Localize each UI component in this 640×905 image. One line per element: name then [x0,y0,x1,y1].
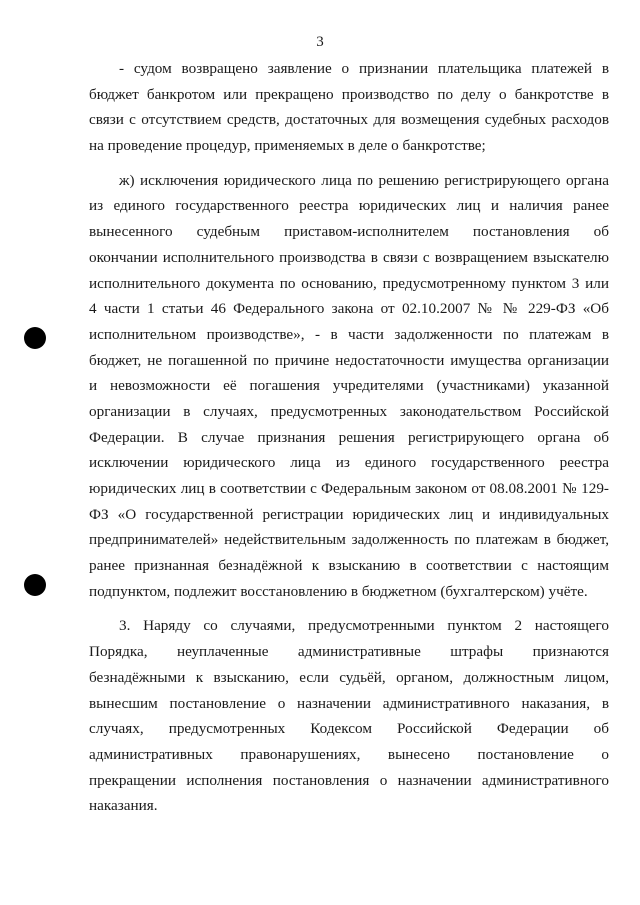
text-line: связи с отсутствием средств, достаточных для возмещения судебных расходов [89,111,609,129]
text-line: вынесенного судебным приставом-исполнителем постановления об [89,223,609,241]
paragraph-gap [89,159,609,168]
text-line: исполнительном производстве», - в части задолженности по платежам в [89,325,609,343]
text-line: ж) исключения юридического лица по решению регистрирующего органа [119,171,609,189]
text-line: безнадёжными к взысканию, если судьёй, органом, должностным лицом, [89,668,609,686]
text-line: окончании исполнительного производства в связи с возвращением взыскателю [89,248,609,266]
document-body [89,56,609,819]
text-line: ФЗ «О государственной регистрации юридических лиц и индивидуальных [89,505,609,523]
text-line: вынесшим постановление о назначении административного наказания, в [89,694,609,712]
text-line: наказания. [89,797,158,815]
punch-hole-top [24,327,46,349]
text-line: бюджет, не погашенной по причине недостаточности имущества организации [89,351,609,369]
text-line: предпринимателей» недействительным задолженность по платежам в бюджет, [89,531,609,549]
text-line: бюджет банкротом или прекращено производство по делу о банкротстве в [89,85,609,103]
page-number: 3 [316,34,324,50]
paragraph [89,613,609,819]
punch-hole-bottom [24,574,46,596]
paragraph [89,56,609,159]
text-line: Порядка, неуплаченные административные штрафы признаются [89,643,609,661]
text-line: Федерации. В случае признания решения регистрирующего органа об [89,428,609,446]
text-line: из единого государственного реестра юридических лиц и наличия ранее [89,197,609,215]
text-line: на проведение процедур, применяемых в деле о банкротстве; [89,137,486,155]
text-line: случаях, предусмотренных Кодексом Российской Федерации об [89,720,609,738]
text-line: 3. Наряду со случаями, предусмотренными пунктом 2 настоящего [119,617,609,635]
text-line: - судом возвращено заявление о признании плательщика платежей в [119,60,609,77]
text-line: юридических лиц в соответствии с Федеральным законом от 08.08.2001 № 129- [89,480,609,497]
text-line: 4 части 1 статьи 46 Федерального закона от 02.10.2007 № № 229-ФЗ «Об [89,300,609,318]
text-line: исключении юридического лица из единого государственного реестра [89,454,609,472]
text-line: подпунктом, подлежит восстановлению в бюджетном (бухгалтерском) учёте. [89,582,588,600]
paragraph-gap [89,604,609,613]
text-line: прекращении исполнения постановления о назначении административного [89,771,609,789]
text-line: исполнительного документа по основанию, предусмотренному пунктом 3 или [89,274,609,292]
paragraph [89,168,609,605]
text-line: организации в случаях, предусмотренных законодательством Российской [89,402,609,420]
text-line: и невозможности её погашения учредителями (участниками) указанной [89,377,609,395]
text-line: административных правонарушениях, вынесено постановление о [89,745,609,763]
text-line: ранее признанная безнадёжной к взысканию в соответствии с настоящим [89,557,609,575]
